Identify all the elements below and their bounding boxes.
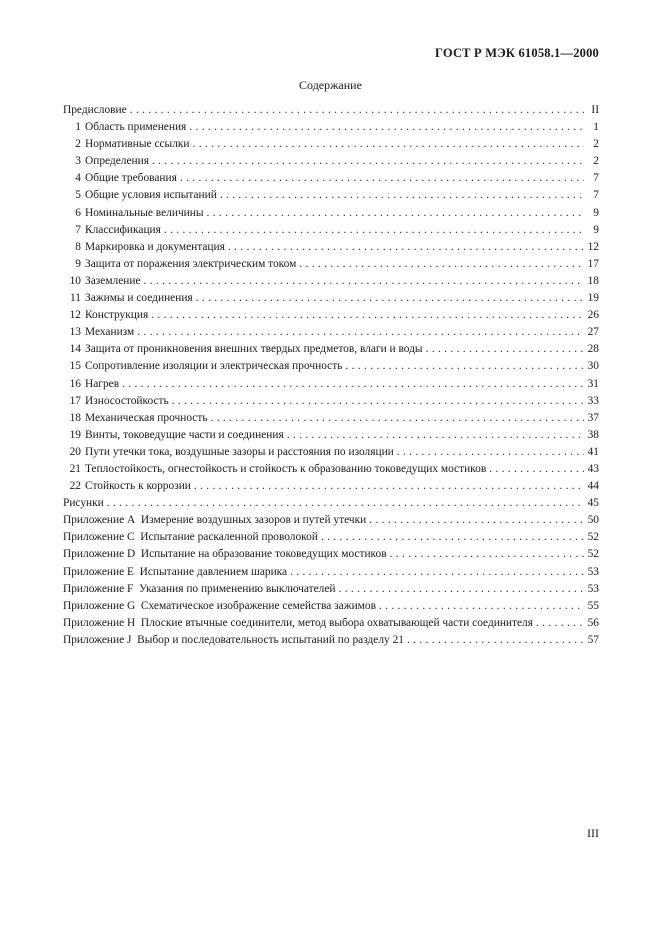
toc-leader-dots [144, 273, 584, 290]
toc-entry-number: 9 [75, 257, 81, 270]
toc-leader-dots [397, 444, 584, 461]
toc-entry-label: Приложение А Измерение воздушных зазоров и путей утечки [63, 514, 367, 527]
toc-entry-page: 52 [587, 531, 599, 544]
toc-entry-label: Защита от поражения электрическим током [85, 257, 297, 270]
toc-entry-page: 30 [587, 360, 599, 373]
toc-entry [63, 393, 599, 410]
toc-entry [63, 632, 599, 649]
toc-leader-dots [172, 393, 584, 410]
toc-entry-number: 2 [75, 138, 81, 151]
toc-leader-dots [369, 512, 584, 529]
toc-leader-dots [228, 239, 584, 256]
toc-entry [63, 273, 599, 290]
toc-entry [63, 341, 599, 358]
toc-entry-number: 19 [69, 428, 81, 441]
toc-leader-dots [407, 632, 584, 649]
toc-entry-label: Конструкция [85, 309, 149, 322]
toc-entry-page: 52 [587, 548, 599, 561]
toc-entry-page: 2 [593, 138, 599, 151]
toc-leader-dots [379, 598, 584, 615]
toc-entry-number: 21 [69, 462, 81, 475]
toc-entry [63, 598, 599, 615]
toc-leader-dots [122, 376, 584, 393]
toc-entry-label: Винты, токоведущие части и соединения [85, 428, 284, 441]
toc-entry-label: Маркировка и документация [85, 240, 225, 253]
toc-leader-dots [211, 410, 584, 427]
toc-title: Содержание [299, 78, 362, 92]
toc-entry [63, 495, 599, 512]
toc-leader-dots [345, 358, 584, 375]
toc-leader-dots [536, 615, 584, 632]
toc-entry-page: 17 [587, 257, 599, 270]
toc-entry-page: 55 [587, 599, 599, 612]
toc-entry [63, 410, 599, 427]
toc-leader-dots [189, 119, 584, 136]
toc-entry [63, 170, 599, 187]
toc-entry-label: Теплостойкость, огнестойкость и стойкость к образованию токоведущих мостиков [85, 462, 487, 475]
toc-entry-number: 3 [75, 155, 81, 168]
toc-entry-page: 45 [587, 497, 599, 510]
toc-leader-dots [130, 102, 584, 119]
toc-entry-label: Приложение J Выбор и последовательность испытаний по разделу 21 [63, 633, 404, 646]
toc-entry-label: Предисловие [63, 104, 127, 116]
toc-leader-dots [390, 546, 584, 563]
toc-entry-page: 7 [593, 172, 599, 185]
toc-leader-dots [196, 290, 584, 307]
toc-entry [63, 529, 599, 546]
toc-entry-page: 1 [593, 121, 599, 134]
toc-entry-label: Приложение G Схематическое изображение семейства зажимов [63, 599, 376, 612]
toc-entry [63, 324, 599, 341]
toc-entry-number: 16 [69, 377, 81, 390]
toc-entry-number: 10 [69, 274, 81, 287]
toc-entry-number: 5 [75, 189, 81, 202]
toc-entry [63, 512, 599, 529]
toc-leader-dots [207, 205, 584, 222]
toc-entry-number: 13 [69, 326, 81, 339]
toc-entry-number: 11 [70, 292, 81, 305]
toc-entry [63, 136, 599, 153]
toc-entry-label: Приложение F Указания по применению выключателей [63, 582, 336, 595]
toc-entry-number: 20 [69, 445, 81, 458]
toc-entry [63, 205, 599, 222]
toc-entry-page: 41 [587, 445, 599, 458]
toc-entry [63, 102, 599, 119]
toc-entry-number: 15 [69, 360, 81, 373]
toc-leader-dots [152, 153, 584, 170]
toc-entry-label: Приложение Е Испытание давлением шарика [63, 565, 288, 578]
toc-entry [63, 376, 599, 393]
toc-entry-page: 2 [593, 155, 599, 168]
toc-entry-label: Нормативные ссылки [85, 138, 190, 151]
toc-entry-number: 8 [75, 240, 81, 253]
toc-leader-dots [151, 307, 584, 324]
toc-entry-page: 33 [587, 394, 599, 407]
toc-entry [63, 358, 599, 375]
toc-leader-dots [299, 256, 584, 273]
toc-entry-page: 38 [587, 428, 599, 441]
table-of-contents [63, 102, 599, 649]
toc-entry [63, 256, 599, 273]
toc-entry-page: 9 [593, 223, 599, 236]
toc-entry-number: 6 [75, 206, 81, 219]
toc-entry-page: 26 [587, 309, 599, 322]
toc-entry [63, 444, 599, 461]
toc-entry-label: Общие условия испытаний [85, 189, 217, 202]
toc-entry-label: Зажимы и соединения [85, 292, 193, 305]
toc-entry-label: Механизм [85, 326, 135, 339]
toc-entry-label: Область применения [85, 121, 187, 134]
toc-entry-page: 57 [587, 633, 599, 646]
toc-entry-page: 27 [587, 326, 599, 339]
toc-entry-page: 50 [587, 514, 599, 527]
toc-entry-label: Приложение С Испытание раскаленной проволокой [63, 531, 318, 544]
toc-entry-number: 22 [69, 480, 81, 493]
toc-entry-page: II [591, 104, 599, 116]
toc-entry-page: 12 [587, 240, 599, 253]
toc-leader-dots [426, 341, 584, 358]
toc-entry-page: 37 [587, 411, 599, 424]
toc-entry [63, 290, 599, 307]
toc-entry-label: Нагрев [85, 377, 120, 390]
toc-entry-label: Сопротивление изоляции и электрическая прочность [85, 360, 343, 373]
toc-entry-number: 17 [69, 394, 81, 407]
toc-entry [63, 461, 599, 478]
toc-leader-dots [287, 427, 584, 444]
toc-entry-page: 9 [593, 206, 599, 219]
toc-entry [63, 581, 599, 598]
page-number: III [587, 826, 599, 840]
toc-entry-label: Механическая прочность [85, 411, 208, 424]
toc-entry [63, 239, 599, 256]
toc-entry-label: Стойкость к коррозии [85, 480, 191, 493]
toc-entry-label: Пути утечки тока, воздушные зазоры и расстояния по изоляции [85, 445, 394, 458]
toc-entry [63, 119, 599, 136]
toc-entry-page: 19 [587, 292, 599, 305]
toc-entry-label: Приложение D Испытание на образование токоведущих мостиков [63, 548, 387, 561]
toc-entry [63, 187, 599, 204]
toc-entry-page: 18 [587, 274, 599, 287]
toc-entry [63, 546, 599, 563]
toc-leader-dots [290, 564, 584, 581]
toc-entry-page: 53 [587, 565, 599, 578]
toc-entry-page: 44 [587, 480, 599, 493]
toc-leader-dots [137, 324, 584, 341]
toc-leader-dots [194, 478, 584, 495]
toc-leader-dots [107, 495, 584, 512]
toc-entry-page: 28 [587, 343, 599, 356]
toc-entry-label: Номинальные величины [85, 206, 204, 219]
toc-entry-number: 4 [75, 172, 81, 185]
toc-entry-number: 14 [69, 343, 81, 356]
toc-entry-page: 56 [587, 616, 599, 629]
toc-entry-number: 18 [69, 411, 81, 424]
toc-leader-dots [220, 187, 584, 204]
toc-entry-label: Классификация [85, 223, 161, 236]
toc-leader-dots [164, 222, 584, 239]
toc-entry [63, 307, 599, 324]
toc-entry-page: 31 [587, 377, 599, 390]
toc-entry-page: 7 [593, 189, 599, 202]
toc-entry-label: Заземление [85, 274, 141, 287]
toc-entry [63, 153, 599, 170]
toc-entry [63, 427, 599, 444]
toc-entry-number: 1 [75, 121, 81, 134]
toc-entry [63, 615, 599, 632]
toc-entry-page: 43 [587, 462, 599, 475]
toc-leader-dots [489, 461, 584, 478]
toc-entry [63, 478, 599, 495]
toc-entry-label: Рисунки [63, 497, 104, 510]
toc-entry [63, 222, 599, 239]
toc-leader-dots [193, 136, 584, 153]
toc-entry-label: Износостойкость [85, 394, 169, 407]
standard-header: ГОСТ Р МЭК 61058.1—2000 [435, 46, 599, 60]
toc-entry-label: Общие требования [85, 172, 177, 185]
toc-entry-label: Определения [85, 155, 149, 168]
toc-entry-page: 53 [587, 582, 599, 595]
toc-entry-label: Защита от проникновения внешних твердых предметов, влаги и воды [85, 343, 423, 356]
toc-entry-number: 12 [69, 309, 81, 322]
toc-entry-label: Приложение Н Плоские втычные соединители, метод выбора охватывающей части соединителя [63, 616, 533, 629]
toc-leader-dots [180, 170, 584, 187]
toc-entry [63, 564, 599, 581]
toc-entry-number: 7 [75, 223, 81, 236]
toc-leader-dots [321, 529, 584, 546]
toc-leader-dots [339, 581, 585, 598]
